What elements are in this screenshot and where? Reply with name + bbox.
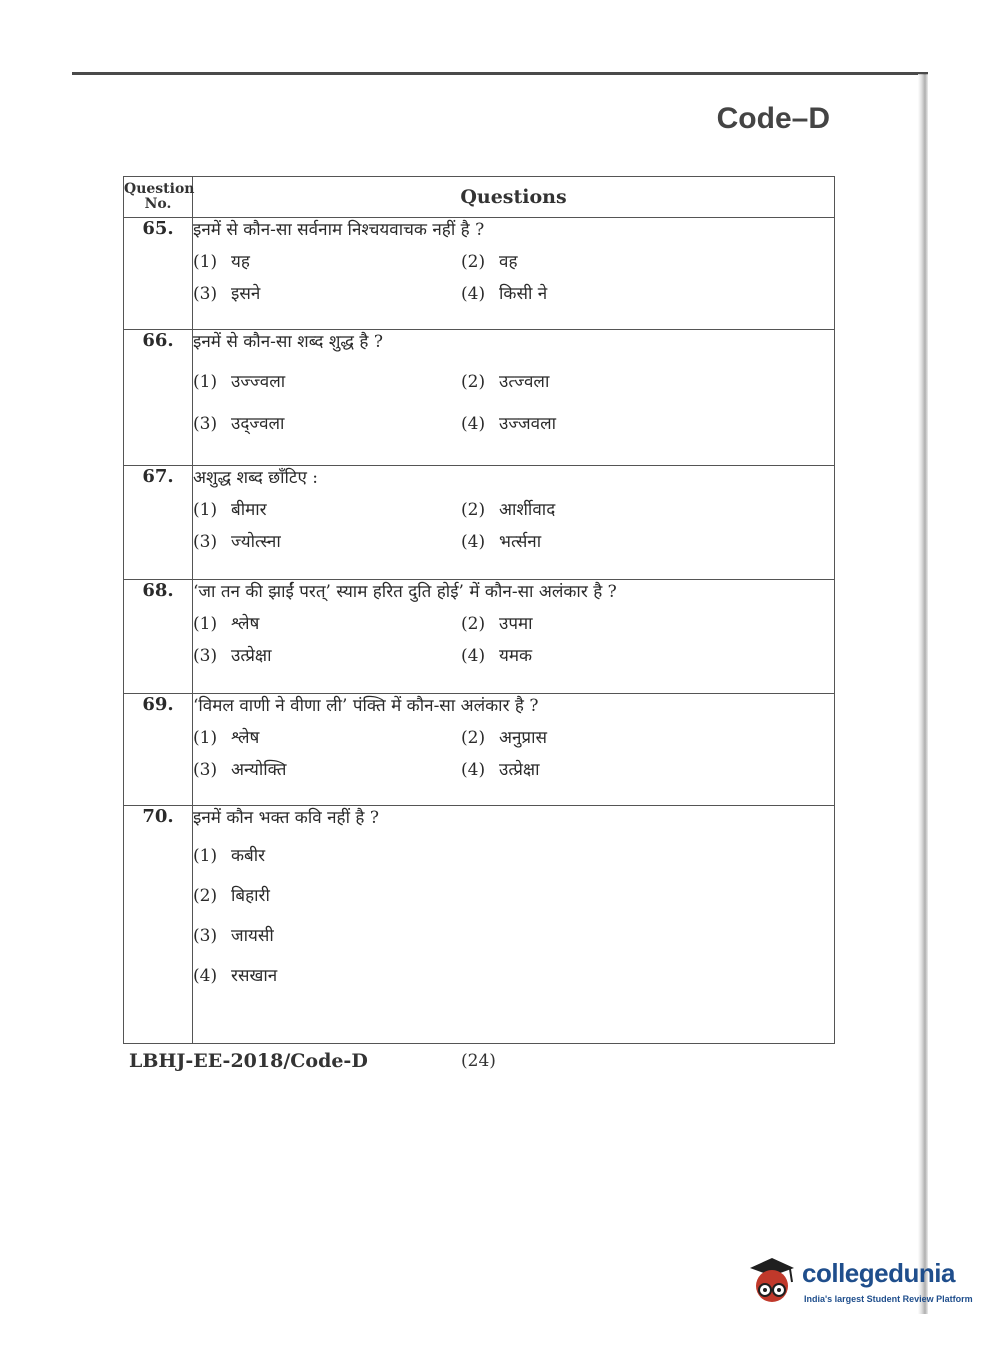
option: [193, 964, 834, 988]
option-text: उपमा: [499, 614, 533, 634]
option-number: (2): [461, 614, 486, 634]
option-number: (3): [193, 532, 218, 552]
option: [193, 844, 834, 868]
option: [193, 884, 834, 908]
option-text: उत्प्रेक्षा: [499, 760, 540, 780]
col-header-question-no: Question No.: [124, 177, 193, 218]
option-text: उज्जवला: [499, 414, 557, 434]
question-number: 69.: [124, 694, 193, 806]
question-body: [193, 580, 835, 694]
option: [461, 250, 834, 274]
option-text: भर्त्सना: [499, 532, 542, 552]
question-text: इनमें से कौन-सा सर्वनाम निश्चयवाचक नहीं है ?: [193, 220, 485, 240]
collegedunia-logo[interactable]: [744, 1254, 974, 1314]
option: [193, 924, 834, 948]
page-number: (24): [461, 1051, 496, 1071]
option-text: किसी ने: [499, 284, 548, 304]
option-text: अनुप्रास: [499, 728, 547, 748]
option-number: (1): [193, 846, 218, 866]
option-number: (2): [461, 252, 486, 272]
option-number: (2): [193, 886, 218, 906]
option-number: (2): [461, 728, 486, 748]
question-row: [124, 218, 835, 330]
option-text: श्लेष: [231, 728, 260, 748]
option-number: (4): [461, 646, 486, 666]
option-text: अन्योक्ति: [231, 760, 287, 780]
option-text: बिहारी: [231, 886, 270, 906]
option-text: उत्ज्वला: [499, 372, 550, 392]
question-body: [193, 330, 835, 466]
options-grid: [193, 498, 834, 554]
option-number: (4): [461, 760, 486, 780]
option-text: ज्योत्स्ना: [231, 532, 281, 552]
option-text: रसखान: [231, 966, 278, 986]
question-body: [193, 806, 835, 1044]
option: [193, 412, 461, 436]
option-text: कबीर: [231, 846, 266, 866]
option-text: श्लेष: [231, 614, 260, 634]
option-number: (4): [461, 532, 486, 552]
options-grid: [193, 726, 834, 782]
question-number: 66.: [124, 330, 193, 466]
option: [193, 282, 461, 306]
option: [193, 726, 461, 750]
option-text: जायसी: [231, 926, 274, 946]
option-number: (2): [461, 500, 486, 520]
option: [193, 370, 461, 394]
option-text: यमक: [499, 646, 533, 666]
question-row: [124, 580, 835, 694]
option: [461, 612, 834, 636]
option-text: इसने: [231, 284, 261, 304]
option: [461, 412, 834, 436]
option-number: (4): [461, 414, 486, 434]
option-text: आर्शीवाद: [499, 500, 556, 520]
question-number: 67.: [124, 466, 193, 580]
table-header-row: [124, 177, 835, 218]
question-number: 68.: [124, 580, 193, 694]
option: [193, 498, 461, 522]
question-text: इनमें से कौन-सा शब्द शुद्ध है ?: [193, 332, 383, 352]
option-text: उज्ज्वला: [231, 372, 286, 392]
scan-edge: [918, 74, 928, 1314]
option: [461, 726, 834, 750]
options-list: [193, 844, 834, 988]
question-number: 70.: [124, 806, 193, 1044]
footer-paper-code: LBHJ-EE-2018/Code-D: [129, 1050, 368, 1072]
option: [461, 530, 834, 554]
options-grid: [193, 612, 834, 668]
question-body: [193, 694, 835, 806]
question-text: अशुद्ध शब्द छाँटिए :: [193, 468, 319, 488]
option-number: (4): [461, 284, 486, 304]
option-number: (2): [461, 372, 486, 392]
option: [193, 530, 461, 554]
option-number: (1): [193, 614, 218, 634]
option: [461, 282, 834, 306]
question-row: [124, 694, 835, 806]
option-number: (3): [193, 646, 218, 666]
option-text: यह: [231, 252, 250, 272]
logo-wordmark: collegedunia: [802, 1258, 955, 1288]
paper-code-label: Code–D: [716, 102, 830, 135]
question-body: [193, 218, 835, 330]
option: [193, 644, 461, 668]
option: [461, 498, 834, 522]
col-header-questions: Questions: [193, 177, 835, 218]
question-text: ‘जा तन की झाईं परत्’ स्याम हरित दुति होई’ में कौन-सा अलंकार है ?: [193, 582, 617, 602]
options-grid: [193, 250, 834, 306]
option-number: (3): [193, 760, 218, 780]
mascot-icon: [744, 1254, 800, 1310]
option-number: (1): [193, 252, 218, 272]
question-text: इनमें कौन भक्त कवि नहीं है ?: [193, 808, 379, 828]
option-text: बीमार: [231, 500, 267, 520]
option-number: (1): [193, 372, 218, 392]
question-row: [124, 466, 835, 580]
question-row: [124, 806, 835, 1044]
option: [193, 612, 461, 636]
option-text: उद्ज्वला: [231, 414, 285, 434]
option-number: (3): [193, 926, 218, 946]
question-body: [193, 466, 835, 580]
option-number: (4): [193, 966, 218, 986]
logo-tagline: India's largest Student Review Platform: [804, 1294, 973, 1304]
option: [193, 758, 461, 782]
option-text: वह: [499, 252, 518, 272]
option: [193, 250, 461, 274]
question-text: ‘विमल वाणी ने वीणा ली’ पंक्ति में कौन-सा अलंकार है ?: [193, 696, 539, 716]
option: [461, 758, 834, 782]
option: [461, 370, 834, 394]
options-grid: [193, 370, 834, 436]
option-text: उत्प्रेक्षा: [231, 646, 272, 666]
option-number: (1): [193, 728, 218, 748]
option-number: (1): [193, 500, 218, 520]
option-number: (3): [193, 414, 218, 434]
question-row: [124, 330, 835, 466]
question-number: 65.: [124, 218, 193, 330]
top-rule: [72, 72, 928, 75]
questions-table: [123, 176, 835, 1044]
option-number: (3): [193, 284, 218, 304]
option: [461, 644, 834, 668]
